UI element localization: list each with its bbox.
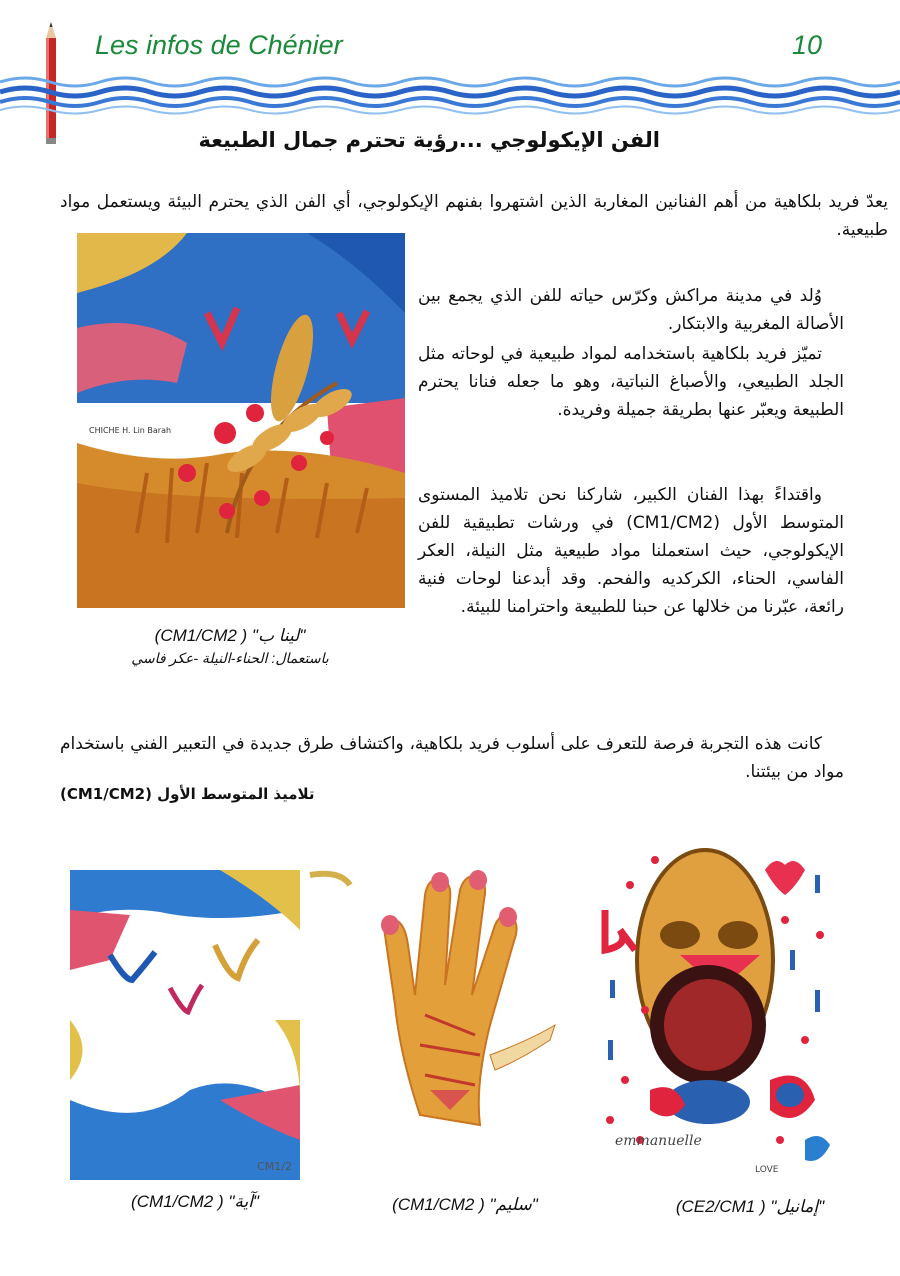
artwork-manel-name: emmanuelle — [615, 1133, 702, 1149]
wave-divider — [0, 72, 900, 116]
artwork-manel-caption: "إمانيل" ( CE2/CM1) — [675, 1197, 825, 1216]
article-title: الفن الإيكولوجي ...رؤية تحترم جمال الطبيعة — [198, 128, 660, 152]
artwork-aya-mark: CM1/2 — [257, 1160, 292, 1173]
students-label: تلاميذ المتوسط الأول (CM1/CM2) — [60, 785, 315, 803]
artwork-lina-materials: باستعمال: الحناء-النيلة -عكر فاسي — [131, 650, 329, 666]
conclusion-paragraph: كانت هذه التجربة فرصة للتعرف على أسلوب فريد بلكاهية، واكتشاف طرق جديدة في التعبير الفني باستخدام مواد من بيئتنا. — [60, 734, 844, 782]
artwork-lina-caption: "لينا ب" ( CM1/CM2) — [154, 626, 306, 645]
materials-paragraph: تميّز فريد بلكاهية باستخدامه لمواد طبيعية في لوحاته مثل الجلد الطبيعي، والأصباغ النباتية، وهو ما جعله فنانا يحترم الطبيعة ويعبّر عنها بطريقة جميلة وفريدة. — [418, 344, 844, 420]
birth-paragraph: وُلد في مدينة مراكش وكرّس حياته للفن الذي يجمع بين الأصالة المغربية والابتكار. — [418, 286, 844, 334]
page-number: 10 — [791, 30, 822, 60]
artwork-salim — [300, 855, 565, 1180]
workshop-paragraph: واقتداءً بهذا الفنان الكبير، شاركنا نحن تلاميذ المستوى المتوسط الأول (CM1/CM2) في ورشات تطبيقية للفن الإيكولوجي، حيث استعملنا مواد طبيعية مثل النيلة، العكر الفاسي، الحناء، الكركديه والفحم. وقد أبدعنا لوحات فنية رائعة، عبّرنا من خلالها عن حبنا للطبيعة واحترامنا للبيئة. — [418, 485, 844, 617]
artwork-lina — [77, 233, 405, 608]
artwork-aya — [70, 870, 300, 1180]
artwork-salim-caption: "سليم" ( CM1/CM2) — [392, 1195, 538, 1214]
intro-paragraph: يعدّ فريد بلكاهية من أهم الفنانين المغاربة الذين اشتهروا بفنهم الإيكولوجي، أي الفن الذي يحترم البيئة ويستعمل مواد طبيعية. — [60, 192, 888, 240]
artist-signature: CHICHE H. Lin Barah — [89, 426, 172, 435]
artwork-manel — [590, 840, 840, 1180]
newsletter-title: Les infos de Chénier — [95, 30, 343, 60]
artwork-manel-love: LOVE — [755, 1165, 779, 1175]
artwork-aya-caption: "آية" ( CM1/CM2) — [131, 1192, 259, 1211]
